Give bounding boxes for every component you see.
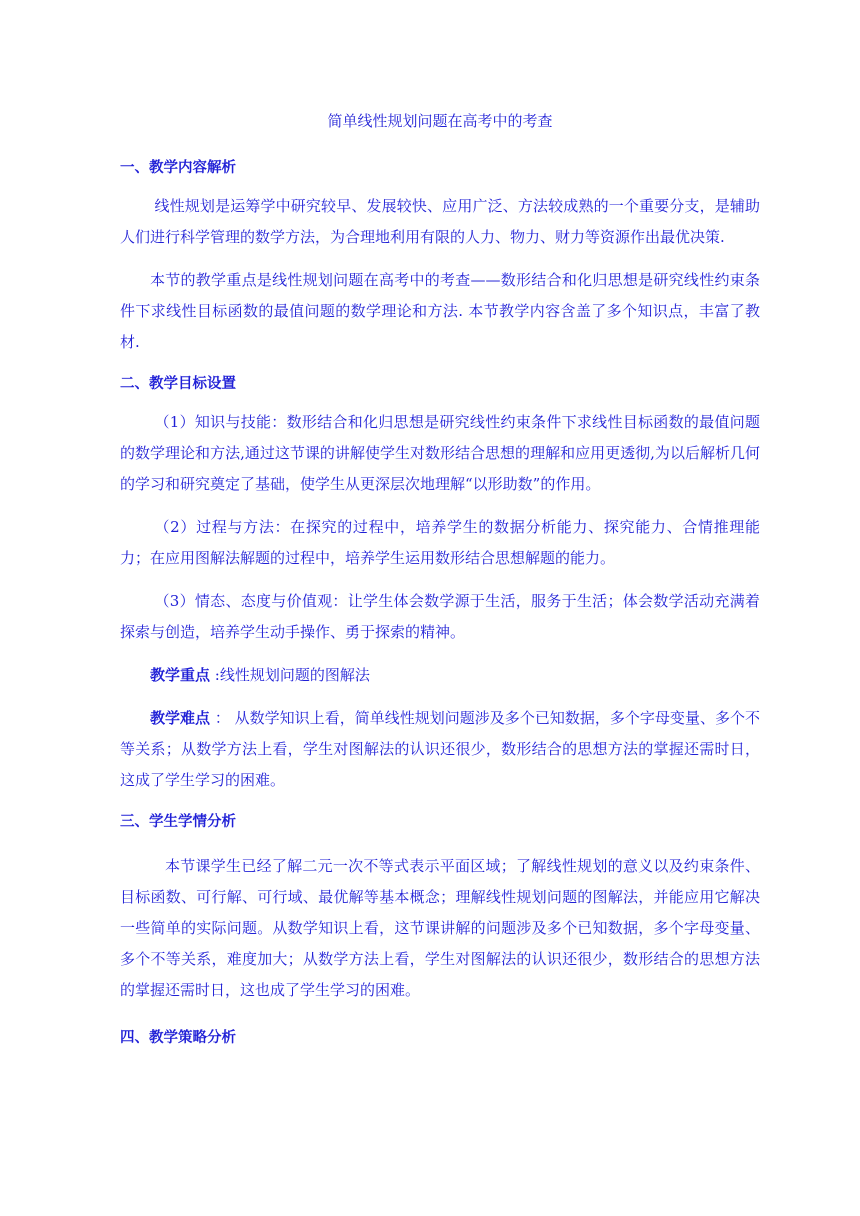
difficulty-label: 教学难点: [150, 709, 211, 727]
paragraph: （2）过程与方法：在探究的过程中，培养学生的数据分析能力、探究能力、合情推理能力；在应用图解法解题的过程中，培养学生运用数形结合思想解题的能力。: [120, 518, 760, 567]
paragraph: （1）知识与技能：数形结合和化归思想是研究线性约束条件下求线性目标函数的最值问题的数学理论和方法,通过这节课的讲解使学生对数形结合思想的理解和应用更透彻,为以后解析几何的学习和研究奠定了基础，使学生从更深层次地理解“以形助数”的作用。: [120, 413, 760, 493]
key-point-text: :线性规划问题的图解法: [210, 666, 370, 684]
key-point-label: 教学重点: [150, 666, 211, 684]
teaching-difficulty: [120, 703, 760, 796]
paragraph: 本节的教学重点是线性规划问题在高考中的考查——数形结合和化归思想是研究线性约束条件下求线性目标函数的最值问题的数学理论和方法. 本节教学内容含盖了多个知识点，丰富了教材.: [120, 271, 760, 351]
paragraph: 线性规划是运筹学中研究较早、发展较快、应用广泛、方法较成熟的一个重要分支，是辅助人们进行科学管理的数学方法，为合理地利用有限的人力、物力、财力等资源作出最优决策.: [120, 197, 760, 246]
section-heading-content-analysis: 一、教学内容解析: [120, 160, 236, 176]
section-heading-strategy: 四、教学策略分析: [120, 1030, 236, 1046]
paragraph: 本节课学生已经了解二元一次不等式表示平面区域；了解线性规划的意义以及约束条件、目标函数、可行解、可行域、最优解等基本概念；理解线性规划问题的图解法，并能应用它解决一些简单的实际问题。从数学知识上看，这节课讲解的问题涉及多个已知数据，多个字母变量、多个不等关系，难度加大；从数学方法上看，学生对图解法的认识还很少，数形结合的思想方法的掌握还需时日，这也成了学生学习的困难。: [120, 857, 760, 999]
section-heading-objectives: 二、教学目标设置: [120, 376, 236, 392]
section-heading-student-analysis: 三、学生学情分析: [120, 814, 236, 830]
paragraph: （3）情态、态度与价值观：让学生体会数学源于生活，服务于生活；体会数学活动充满着探索与创造，培养学生动手操作、勇于探索的精神。: [120, 592, 760, 641]
page-title: 简单线性规划问题在高考中的考查: [327, 112, 553, 130]
difficulty-text: ： 从数学知识上看，简单线性规划问题涉及多个已知数据，多个字母变量、多个不等关系；从数学方法上看，学生对图解法的认识还很少，数形结合的思想方法的掌握还需时日，这成了学生学习的困难。: [120, 709, 760, 789]
teaching-key-point: [120, 660, 760, 691]
document-page: [120, 108, 760, 1061]
